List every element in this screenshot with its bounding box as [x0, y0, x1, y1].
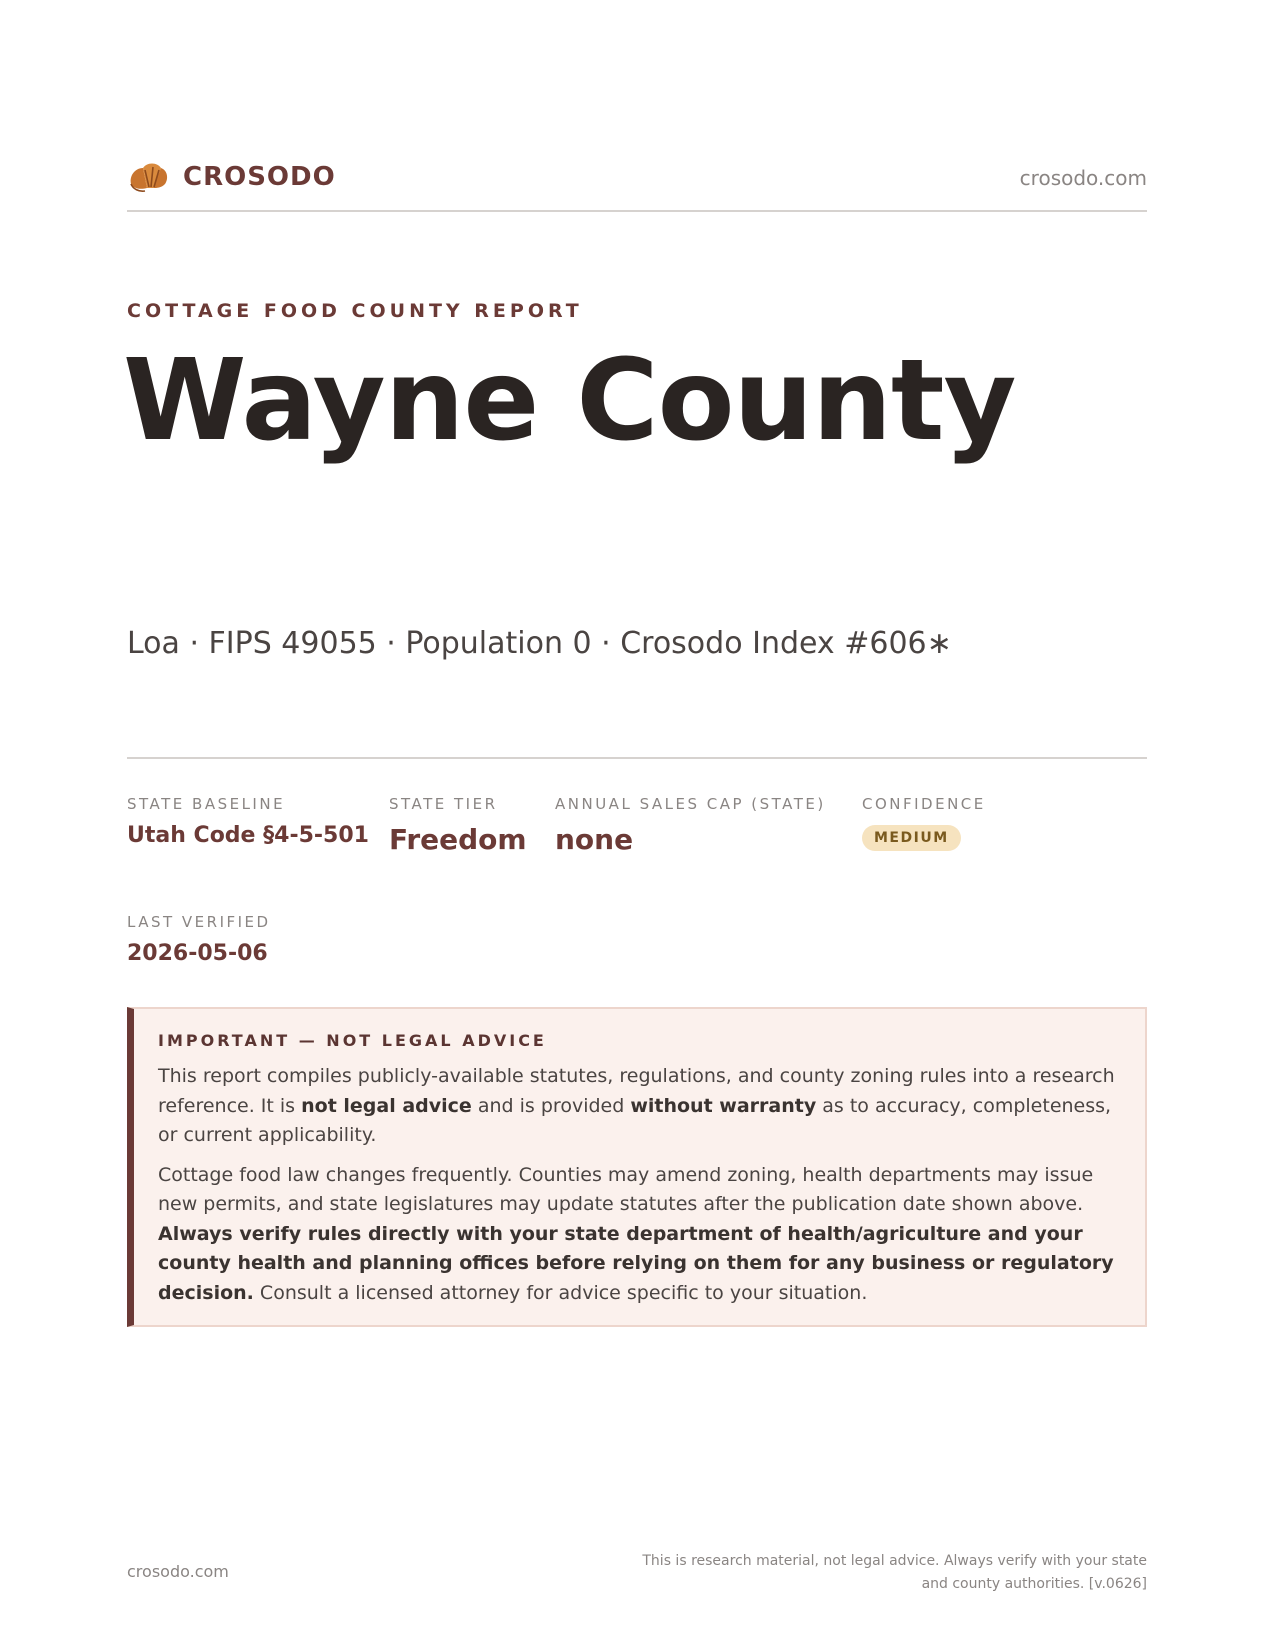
legal-notice [127, 1007, 1147, 1327]
notice-title: IMPORTANT — NOT LEGAL ADVICE [158, 1031, 547, 1050]
stat-label: STATE TIER [389, 795, 498, 813]
notice-emphasis: Always verify rules directly with your state department of health/agriculture and your county health and planning offices before relying on them for any business or regulatory decision. [158, 1222, 1114, 1304]
footer-disclaimer-line: and county authorities. [v.0626] [921, 1576, 1147, 1592]
page-title: Wayne County [123, 336, 1016, 466]
brand[interactable] [127, 158, 336, 196]
report-page [123, 0, 1147, 1650]
county-meta-line: Loa · FIPS 49055 · Population 0 · Crosodo Index #606∗ [127, 626, 952, 661]
stat-confidence [862, 795, 986, 851]
notice-paragraph [158, 1062, 1119, 1151]
notice-text: Cottage food law changes frequently. Counties may amend zoning, health departments may issue new permits, and state legislatures may update statutes after the publication date shown above. [158, 1163, 1094, 1215]
report-eyebrow: COTTAGE FOOD COUNTY REPORT [127, 300, 583, 322]
stat-label: CONFIDENCE [862, 795, 986, 813]
notice-text: Consult a licensed attorney for advice specific to your situation. [253, 1281, 868, 1304]
stat-label: LAST VERIFIED [127, 913, 271, 931]
stat-state-tier [389, 795, 527, 856]
footer-disclaimer [607, 1550, 1147, 1596]
stat-value: Utah Code §4-5-501 [127, 823, 369, 848]
stat-sales-cap [555, 795, 826, 856]
stat-state-baseline [127, 795, 369, 848]
notice-paragraph [158, 1161, 1119, 1309]
stat-label: STATE BASELINE [127, 795, 286, 813]
stat-label: ANNUAL SALES CAP (STATE) [555, 795, 826, 813]
stat-value: Freedom [389, 823, 527, 856]
divider [127, 757, 1147, 759]
stat-value: 2026-05-06 [127, 941, 268, 966]
footer-site-url[interactable]: crosodo.com [127, 1562, 229, 1581]
notice-text: This report compiles publicly-available statutes, regulations, and county zoning rules into a research reference. It is [158, 1065, 1115, 1117]
footer-disclaimer-line: This is research material, not legal advice. Always verify with your state [642, 1553, 1147, 1569]
site-url[interactable]: crosodo.com [1019, 166, 1147, 190]
croissant-icon [127, 158, 169, 196]
notice-emphasis: without warranty [630, 1094, 817, 1117]
notice-emphasis: not legal advice [301, 1094, 472, 1117]
confidence-badge: MEDIUM [862, 825, 961, 851]
page-header [127, 156, 1147, 212]
notice-text: as to accuracy, completeness, or current applicability. [158, 1094, 1112, 1146]
brand-name: CROSODO [183, 162, 336, 192]
stat-last-verified [127, 913, 271, 966]
notice-text: and is provided [471, 1094, 631, 1117]
stat-value: none [555, 823, 634, 856]
